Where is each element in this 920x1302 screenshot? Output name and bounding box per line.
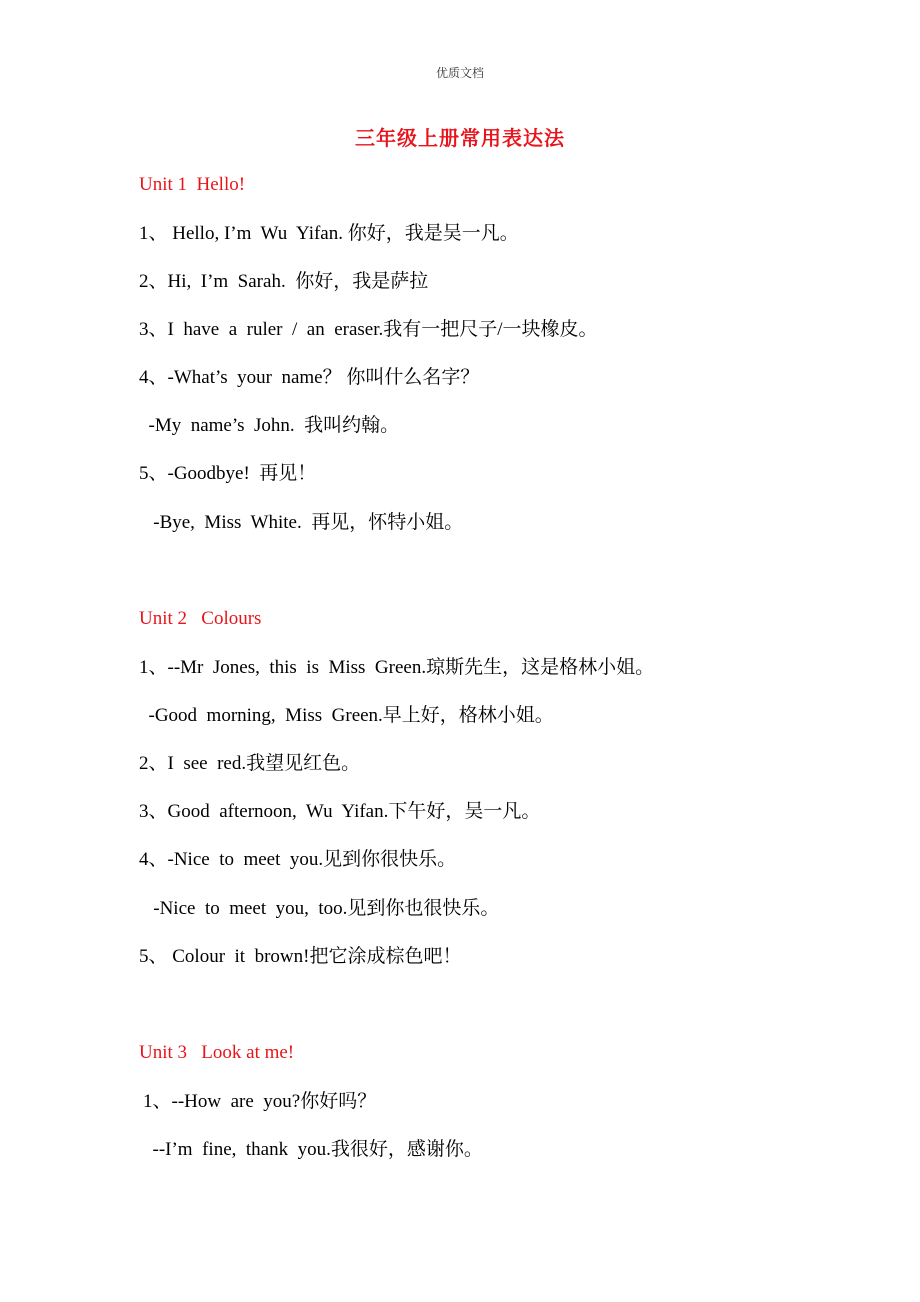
unit-1-line-6: 5、-Goodbye! 再见！ xyxy=(139,463,317,484)
unit-3-line-2: --I’m fine, thank you.我很好，感谢你。 xyxy=(143,1139,483,1160)
page-header-label: 优质文档 xyxy=(435,66,484,80)
document-title: 三年级上册常用表达法 xyxy=(355,128,565,150)
unit-2-line-6: -Nice to meet you, too.见到你也很快乐。 xyxy=(139,898,500,919)
unit-1-line-3: 3、I have a ruler / an eraser.我有一把尺子/一块橡皮。 xyxy=(139,319,598,340)
unit-1-line-7: -Bye, Miss White. 再见，怀特小姐。 xyxy=(139,512,464,533)
unit-3-heading: Unit 3 Look at me! xyxy=(139,1042,295,1063)
unit-2-line-5: 4、-Nice to meet you.见到你很快乐。 xyxy=(139,849,457,870)
unit-1-line-4: 4、-What’s your name？ 你叫什么名字？ xyxy=(139,367,480,388)
unit-2-line-7: 5、 Colour it brown!把它涂成棕色吧！ xyxy=(139,946,462,967)
unit-2-line-2: -Good morning, Miss Green.早上好，格林小姐。 xyxy=(139,705,554,726)
unit-2-line-4: 3、Good afternoon, Wu Yifan.下午好，吴一凡。 xyxy=(139,801,541,822)
unit-1-line-2: 2、Hi, I’m Sarah. 你好，我是萨拉 xyxy=(139,271,429,292)
unit-1-line-5: -My name’s John. 我叫约翰。 xyxy=(139,415,400,436)
unit-2-heading: Unit 2 Colours xyxy=(139,608,262,629)
unit-1-heading: Unit 1 Hello! xyxy=(139,174,246,195)
unit-2-line-3: 2、I see red.我望见红色。 xyxy=(139,753,361,774)
unit-1-line-1: 1、 Hello, I’m Wu Yifan. 你好，我是吴一凡。 xyxy=(139,223,519,244)
unit-3-line-1: 1、--How are you?你好吗？ xyxy=(143,1091,377,1112)
unit-2-line-1: 1、--Mr Jones, this is Miss Green.琼斯先生，这是格林小姐。 xyxy=(139,657,655,678)
